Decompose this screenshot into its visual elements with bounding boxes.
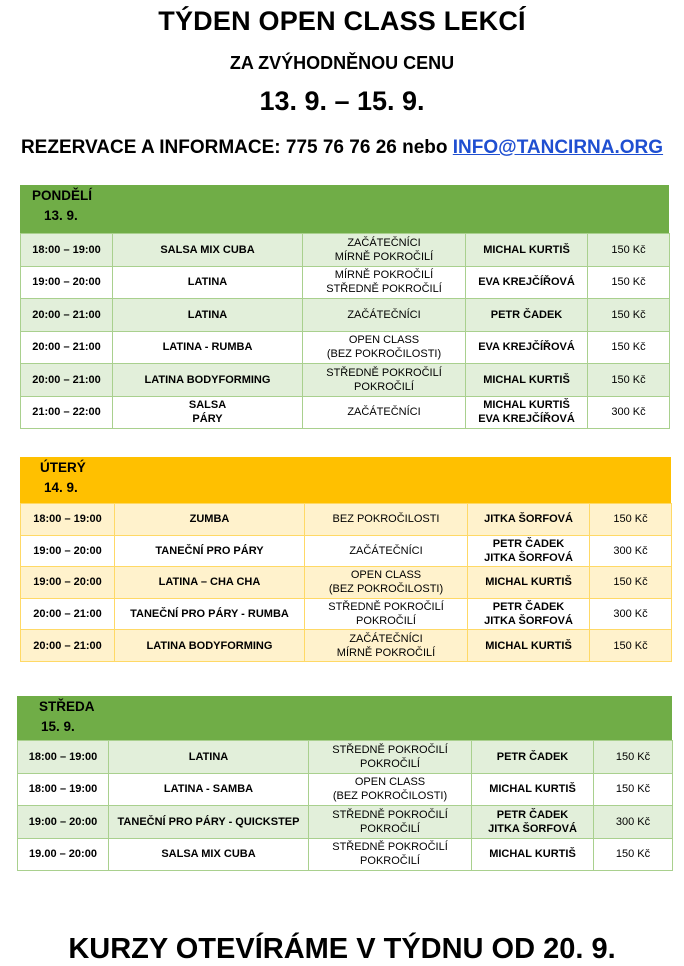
cell-line: BEZ POKROČILOSTI <box>332 513 440 526</box>
price-cell: 150 Kč <box>588 364 670 397</box>
table-row <box>21 535 672 567</box>
cell-line: MICHAL KURTIŠ <box>483 243 570 256</box>
class-cell: LATINA BODYFORMING <box>113 364 303 397</box>
price-cell: 300 Kč <box>590 598 672 630</box>
cell-line: PETR ČADEK <box>492 601 565 614</box>
lector-cell <box>468 504 590 536</box>
table-row <box>18 838 673 871</box>
cell-line: ZAČÁTEČNÍCI <box>347 406 421 419</box>
cell-line: ZAČÁTEČNÍCI <box>347 308 421 321</box>
cell-line: MÍRNĚ POKROČILÍ <box>336 646 436 659</box>
class-cell: TANEČNÍ PRO PÁRY - RUMBA <box>115 598 305 630</box>
lector-cell <box>468 598 590 630</box>
cell-line: (BEZ POKROČILOSTI) <box>328 583 444 596</box>
table-row <box>21 299 670 332</box>
cell-line: MICHAL KURTIŠ <box>483 399 570 412</box>
time-cell: 18:00 – 19:00 <box>18 741 109 774</box>
cell-line: EVA KREJČÍŘOVÁ <box>478 341 575 354</box>
day-name: ÚTERÝ <box>40 460 86 475</box>
day-block <box>20 457 671 659</box>
cell-line: OPEN CLASS <box>350 569 422 582</box>
level-cell <box>305 567 468 599</box>
cell-line: (BEZ POKROČILOSTI) <box>332 790 448 803</box>
table-row <box>21 504 672 536</box>
cell-line: STŘEDNĚ POKROČILÍ <box>328 601 444 614</box>
time-cell: 19:00 – 20:00 <box>18 806 109 839</box>
price-cell: 150 Kč <box>594 773 673 806</box>
cell-line: MÍRNĚ POKROČILÍ <box>334 250 434 263</box>
table-row <box>18 806 673 839</box>
day-header <box>20 185 669 233</box>
footer-note: KURZY OTEVÍRÁME V TÝDNU OD 20. 9. <box>68 933 616 965</box>
class-cell: SALSA MIX CUBA <box>109 838 309 871</box>
class-cell: SALSA PÁRY <box>113 396 303 429</box>
cell-line: PETR ČADEK <box>490 308 563 321</box>
cell-line: STŘEDNĚ POKROČILÍ <box>332 841 448 854</box>
time-cell: 20:00 – 21:00 <box>21 598 115 630</box>
price-cell: 150 Kč <box>588 299 670 332</box>
lector-cell <box>468 535 590 567</box>
lector-cell <box>472 773 594 806</box>
price-cell: 300 Kč <box>590 535 672 567</box>
class-cell: LATINA <box>113 299 303 332</box>
price-cell: 150 Kč <box>590 630 672 662</box>
time-cell: 19:00 – 20:00 <box>21 567 115 599</box>
table-row <box>21 630 672 662</box>
table-row <box>21 396 670 429</box>
cell-line: MICHAL KURTIŠ <box>485 639 572 652</box>
cell-line: PETR ČADEK <box>496 808 569 821</box>
time-cell: 20:00 – 21:00 <box>21 364 113 397</box>
cell-line: POKROČILÍ <box>360 822 420 835</box>
contact-line <box>0 137 684 159</box>
cell-line: POKROČILÍ <box>360 757 420 770</box>
cell-line: JITKA ŠORFOVÁ <box>484 615 573 628</box>
day-header <box>20 457 671 503</box>
time-cell: 19:00 – 20:00 <box>21 266 113 299</box>
time-cell: 20:00 – 21:00 <box>21 331 113 364</box>
cell-line: OPEN CLASS <box>354 776 426 789</box>
cell-line: MÍRNĚ POKROČILÍ <box>334 269 434 282</box>
contact-label: REZERVACE A INFORMACE: 775 76 76 26 nebo <box>20 137 453 158</box>
class-cell: LATINA <box>109 741 309 774</box>
time-cell: 20:00 – 21:00 <box>21 630 115 662</box>
class-cell: TANEČNÍ PRO PÁRY - QUICKSTEP <box>109 806 309 839</box>
cell-line: JITKA ŠORFOVÁ <box>488 822 577 835</box>
price-cell: 150 Kč <box>594 741 673 774</box>
day-block <box>17 696 672 868</box>
cell-line: MICHAL KURTIŠ <box>485 576 572 589</box>
email-link[interactable]: INFO@TANCIRNA.ORG <box>452 137 664 158</box>
cell-line: MICHAL KURTIŠ <box>489 848 576 861</box>
day-name: STŘEDA <box>39 699 95 714</box>
page-subtitle: ZA ZVÝHODNĚNOU CENU <box>229 53 455 73</box>
level-cell <box>303 396 466 429</box>
cell-line: PETR ČADEK <box>492 537 565 550</box>
lector-cell <box>466 331 588 364</box>
day-date: 13. 9. <box>44 208 78 223</box>
class-cell: LATINA <box>113 266 303 299</box>
cell-line: STŘEDNĚ POKROČILÍ <box>326 283 442 296</box>
table-row <box>21 364 670 397</box>
level-cell <box>303 364 466 397</box>
lector-cell <box>472 741 594 774</box>
level-cell <box>309 838 472 871</box>
price-cell: 300 Kč <box>594 806 673 839</box>
time-cell: 19:00 – 20:00 <box>21 535 115 567</box>
schedule-table <box>20 503 672 662</box>
cell-line: MICHAL KURTIŠ <box>483 373 570 386</box>
table-row <box>18 741 673 774</box>
level-cell <box>303 266 466 299</box>
time-cell: 18:00 – 19:00 <box>21 234 113 267</box>
time-cell: 21:00 – 22:00 <box>21 396 113 429</box>
class-cell: LATINA – CHA CHA <box>115 567 305 599</box>
cell-line: EVA KREJČÍŘOVÁ <box>478 413 575 426</box>
lector-cell <box>466 364 588 397</box>
level-cell <box>309 773 472 806</box>
table-row <box>21 331 670 364</box>
lector-cell <box>472 806 594 839</box>
level-cell <box>305 535 468 567</box>
table-row <box>18 773 673 806</box>
cell-line: OPEN CLASS <box>348 334 420 347</box>
day-date: 15. 9. <box>41 719 75 734</box>
level-cell <box>305 630 468 662</box>
level-cell <box>303 234 466 267</box>
cell-line: PETR ČADEK <box>496 750 569 763</box>
class-cell: LATINA - SAMBA <box>109 773 309 806</box>
level-cell <box>309 741 472 774</box>
page-title: TÝDEN OPEN CLASS LEKCÍ <box>158 6 526 36</box>
lector-cell <box>466 299 588 332</box>
time-cell: 18:00 – 19:00 <box>21 504 115 536</box>
date-range: 13. 9. – 15. 9. <box>259 86 425 116</box>
level-cell <box>305 504 468 536</box>
cell-line: JITKA ŠORFOVÁ <box>484 551 573 564</box>
cell-line: JITKA ŠORFOVÁ <box>484 513 573 526</box>
time-cell: 18:00 – 19:00 <box>18 773 109 806</box>
cell-line: (BEZ POKROČILOSTI) <box>326 348 442 361</box>
cell-line: STŘEDNĚ POKROČILÍ <box>332 808 448 821</box>
table-row <box>21 567 672 599</box>
cell-line: STŘEDNĚ POKROČILÍ <box>326 366 442 379</box>
level-cell <box>309 806 472 839</box>
table-row <box>21 598 672 630</box>
level-cell <box>303 331 466 364</box>
cell-line: STŘEDNĚ POKROČILÍ <box>332 743 448 756</box>
lector-cell <box>468 567 590 599</box>
price-cell: 150 Kč <box>588 266 670 299</box>
day-block <box>20 185 669 426</box>
class-cell: SALSA MIX CUBA <box>113 234 303 267</box>
price-cell: 150 Kč <box>588 234 670 267</box>
class-cell: ZUMBA <box>115 504 305 536</box>
price-cell: 150 Kč <box>590 504 672 536</box>
price-cell: 150 Kč <box>588 331 670 364</box>
cell-line: POKROČILÍ <box>354 380 414 393</box>
class-cell: LATINA - RUMBA <box>113 331 303 364</box>
schedule-table <box>20 233 670 429</box>
cell-line: POKROČILÍ <box>360 855 420 868</box>
lector-cell <box>466 266 588 299</box>
level-cell <box>305 598 468 630</box>
cell-line: EVA KREJČÍŘOVÁ <box>478 276 575 289</box>
lector-cell <box>466 396 588 429</box>
price-cell: 300 Kč <box>588 396 670 429</box>
table-row <box>21 266 670 299</box>
cell-line: POKROČILÍ <box>356 615 416 628</box>
cell-line: ZAČÁTEČNÍCI <box>347 236 421 249</box>
price-cell: 150 Kč <box>594 838 673 871</box>
day-name: PONDĚLÍ <box>32 188 93 203</box>
time-cell: 19.00 – 20:00 <box>18 838 109 871</box>
table-row <box>21 234 670 267</box>
price-cell: 150 Kč <box>590 567 672 599</box>
schedule-table <box>17 740 673 871</box>
lector-cell <box>468 630 590 662</box>
cell-line: ZAČÁTEČNÍCI <box>349 544 423 557</box>
class-cell: TANEČNÍ PRO PÁRY <box>115 535 305 567</box>
class-cell: LATINA BODYFORMING <box>115 630 305 662</box>
day-date: 14. 9. <box>44 480 78 495</box>
lector-cell <box>466 234 588 267</box>
cell-line: MICHAL KURTIŠ <box>489 783 576 796</box>
day-header <box>17 696 672 740</box>
time-cell: 20:00 – 21:00 <box>21 299 113 332</box>
level-cell <box>303 299 466 332</box>
lector-cell <box>472 838 594 871</box>
cell-line: ZAČÁTEČNÍCI <box>349 632 423 645</box>
